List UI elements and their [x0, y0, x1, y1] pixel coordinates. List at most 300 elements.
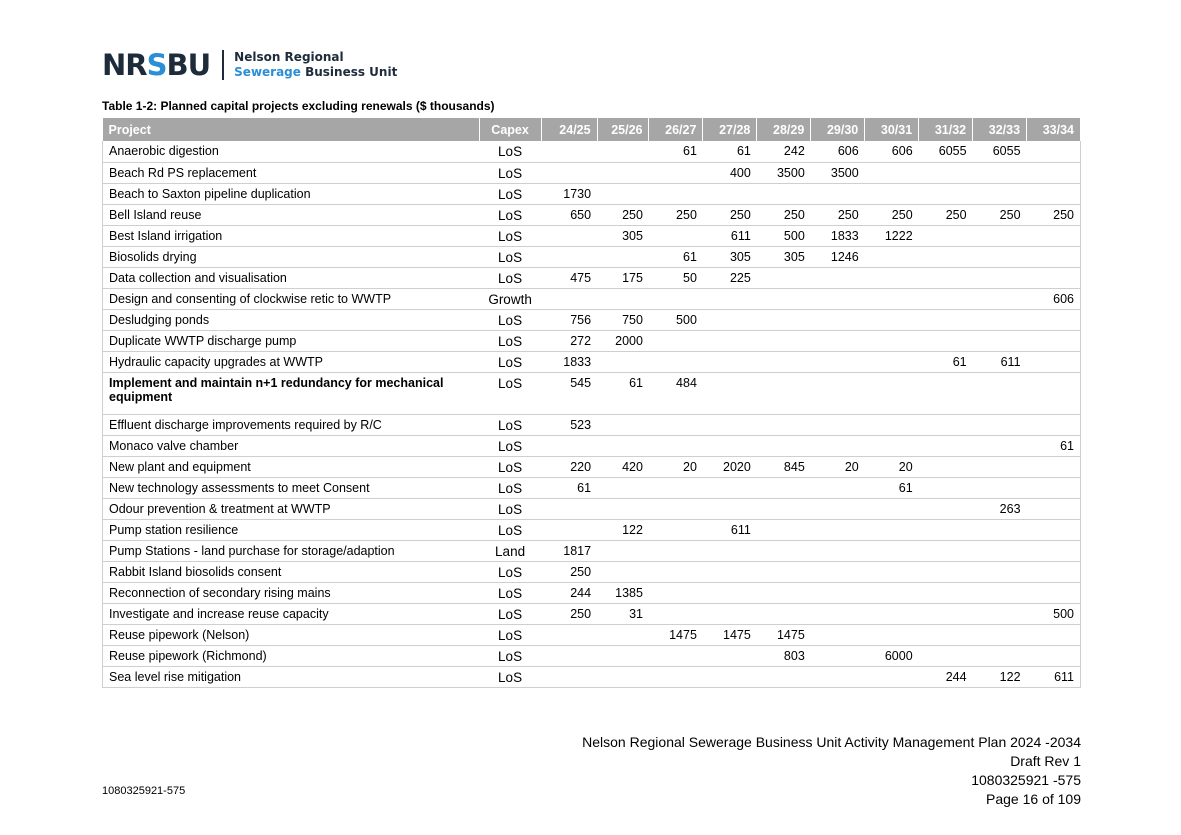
value-cell: 606	[865, 141, 919, 162]
project-name-cell: New technology assessments to meet Consent	[103, 477, 480, 498]
value-cell	[1027, 351, 1081, 372]
value-cell	[649, 162, 703, 183]
value-cell	[811, 414, 865, 435]
project-name-cell: Reuse pipework (Richmond)	[103, 645, 480, 666]
value-cell	[919, 540, 973, 561]
capex-type-cell: LoS	[479, 582, 541, 603]
value-cell	[973, 435, 1027, 456]
value-cell	[973, 246, 1027, 267]
table-row	[103, 162, 1081, 183]
column-header: 30/31	[865, 118, 919, 141]
value-cell: 20	[649, 456, 703, 477]
value-cell	[649, 603, 703, 624]
value-cell	[865, 267, 919, 288]
value-cell	[541, 435, 597, 456]
value-cell: 244	[541, 582, 597, 603]
value-cell	[597, 288, 649, 309]
value-cell: 475	[541, 267, 597, 288]
footer-revision: Draft Rev 1	[1010, 753, 1081, 769]
value-cell	[757, 309, 811, 330]
value-cell	[703, 645, 757, 666]
value-cell: 484	[649, 372, 703, 414]
value-cell	[703, 372, 757, 414]
value-cell	[811, 309, 865, 330]
table-row	[103, 456, 1081, 477]
value-cell	[973, 309, 1027, 330]
value-cell	[865, 372, 919, 414]
value-cell	[865, 582, 919, 603]
value-cell	[703, 561, 757, 582]
value-cell: 225	[703, 267, 757, 288]
capex-type-cell: LoS	[479, 645, 541, 666]
value-cell: 1222	[865, 225, 919, 246]
project-name-cell: Sea level rise mitigation	[103, 666, 480, 687]
value-cell	[1027, 267, 1081, 288]
value-cell	[541, 246, 597, 267]
table-row	[103, 330, 1081, 351]
capex-type-cell: LoS	[479, 456, 541, 477]
value-cell	[649, 561, 703, 582]
value-cell: 611	[703, 519, 757, 540]
table-row	[103, 267, 1081, 288]
value-cell: 750	[597, 309, 649, 330]
value-cell	[757, 666, 811, 687]
logo-divider	[222, 50, 224, 80]
value-cell	[973, 645, 1027, 666]
value-cell	[919, 603, 973, 624]
capital-projects-table	[102, 118, 1081, 688]
value-cell	[811, 330, 865, 351]
value-cell	[919, 498, 973, 519]
value-cell	[597, 540, 649, 561]
value-cell: 1246	[811, 246, 865, 267]
capex-type-cell: LoS	[479, 414, 541, 435]
table-row	[103, 477, 1081, 498]
value-cell: 250	[973, 204, 1027, 225]
value-cell	[649, 498, 703, 519]
value-cell	[865, 162, 919, 183]
table-body	[103, 141, 1081, 687]
value-cell: 606	[1027, 288, 1081, 309]
value-cell: 61	[597, 372, 649, 414]
capex-type-cell: LoS	[479, 666, 541, 687]
value-cell	[757, 477, 811, 498]
value-cell	[757, 540, 811, 561]
value-cell	[865, 624, 919, 645]
value-cell: 1730	[541, 183, 597, 204]
project-name-cell: Implement and maintain n+1 redundancy for mechanical equipment	[103, 372, 480, 414]
project-name-cell: Odour prevention & treatment at WWTP	[103, 498, 480, 519]
capex-type-cell: Growth	[479, 288, 541, 309]
value-cell: 1817	[541, 540, 597, 561]
value-cell	[919, 162, 973, 183]
value-cell	[649, 183, 703, 204]
value-cell	[919, 624, 973, 645]
value-cell: 250	[703, 204, 757, 225]
value-cell	[919, 414, 973, 435]
table-row	[103, 246, 1081, 267]
value-cell: 61	[649, 246, 703, 267]
value-cell	[1027, 477, 1081, 498]
capex-type-cell: LoS	[479, 561, 541, 582]
table-row	[103, 204, 1081, 225]
value-cell	[757, 351, 811, 372]
value-cell	[919, 561, 973, 582]
value-cell	[1027, 645, 1081, 666]
value-cell: 611	[703, 225, 757, 246]
logo-mark-s: S	[146, 48, 167, 82]
value-cell: 611	[1027, 666, 1081, 687]
table-row	[103, 645, 1081, 666]
value-cell	[811, 666, 865, 687]
value-cell: 272	[541, 330, 597, 351]
value-cell	[703, 414, 757, 435]
value-cell	[649, 435, 703, 456]
value-cell	[865, 330, 919, 351]
value-cell: 6055	[973, 141, 1027, 162]
capex-type-cell: LoS	[479, 435, 541, 456]
value-cell	[865, 540, 919, 561]
capex-type-cell: LoS	[479, 372, 541, 414]
value-cell: 61	[1027, 435, 1081, 456]
value-cell	[973, 225, 1027, 246]
project-name-cell: Beach Rd PS replacement	[103, 162, 480, 183]
value-cell: 305	[757, 246, 811, 267]
project-name-cell: Biosolids drying	[103, 246, 480, 267]
column-header: 25/26	[597, 118, 649, 141]
value-cell	[919, 435, 973, 456]
footer-doc-number: 1080325921 -575	[971, 772, 1081, 788]
value-cell	[973, 603, 1027, 624]
project-name-cell: Pump Stations - land purchase for storage/adaption	[103, 540, 480, 561]
value-cell: 1475	[757, 624, 811, 645]
capex-type-cell: LoS	[479, 204, 541, 225]
value-cell: 250	[757, 204, 811, 225]
value-cell	[541, 666, 597, 687]
value-cell: 523	[541, 414, 597, 435]
value-cell	[597, 162, 649, 183]
value-cell	[865, 246, 919, 267]
value-cell: 1833	[811, 225, 865, 246]
table-row	[103, 624, 1081, 645]
value-cell: 175	[597, 267, 649, 288]
value-cell	[973, 561, 1027, 582]
project-name-cell: Data collection and visualisation	[103, 267, 480, 288]
value-cell: 1475	[649, 624, 703, 645]
project-name-cell: Best Island irrigation	[103, 225, 480, 246]
value-cell	[649, 666, 703, 687]
value-cell	[649, 414, 703, 435]
capex-type-cell: LoS	[479, 162, 541, 183]
project-name-cell: Desludging ponds	[103, 309, 480, 330]
value-cell: 606	[811, 141, 865, 162]
capex-type-cell: Land	[479, 540, 541, 561]
value-cell	[757, 603, 811, 624]
project-name-cell: Design and consenting of clockwise retic to WWTP	[103, 288, 480, 309]
value-cell	[597, 183, 649, 204]
value-cell	[703, 582, 757, 603]
value-cell: 242	[757, 141, 811, 162]
value-cell	[649, 582, 703, 603]
value-cell: 20	[865, 456, 919, 477]
value-cell: 845	[757, 456, 811, 477]
value-cell	[865, 351, 919, 372]
value-cell	[649, 351, 703, 372]
value-cell	[1027, 309, 1081, 330]
project-name-cell: Pump station resilience	[103, 519, 480, 540]
value-cell	[973, 477, 1027, 498]
value-cell: 756	[541, 309, 597, 330]
project-name-cell: Bell Island reuse	[103, 204, 480, 225]
logo-text	[234, 50, 397, 80]
capex-type-cell: LoS	[479, 624, 541, 645]
column-header: 29/30	[811, 118, 865, 141]
value-cell	[757, 582, 811, 603]
logo-mark	[102, 48, 210, 82]
table-row	[103, 351, 1081, 372]
value-cell	[811, 477, 865, 498]
value-cell: 250	[811, 204, 865, 225]
value-cell	[973, 162, 1027, 183]
value-cell	[541, 288, 597, 309]
value-cell	[1027, 246, 1081, 267]
project-name-cell: Duplicate WWTP discharge pump	[103, 330, 480, 351]
value-cell	[703, 351, 757, 372]
value-cell	[597, 666, 649, 687]
value-cell	[541, 498, 597, 519]
value-cell	[703, 183, 757, 204]
value-cell	[919, 582, 973, 603]
logo-mark-bu: BU	[166, 48, 211, 82]
value-cell	[703, 498, 757, 519]
capex-type-cell: LoS	[479, 330, 541, 351]
value-cell: 250	[649, 204, 703, 225]
table-row	[103, 582, 1081, 603]
value-cell	[1027, 540, 1081, 561]
value-cell	[757, 372, 811, 414]
value-cell	[919, 309, 973, 330]
value-cell	[865, 519, 919, 540]
value-cell: 305	[597, 225, 649, 246]
value-cell	[1027, 225, 1081, 246]
value-cell	[703, 603, 757, 624]
value-cell: 61	[919, 351, 973, 372]
project-name-cell: Monaco valve chamber	[103, 435, 480, 456]
value-cell: 3500	[811, 162, 865, 183]
value-cell	[757, 267, 811, 288]
value-cell	[811, 645, 865, 666]
logo-line1: Nelson Regional	[234, 50, 344, 64]
value-cell: 6000	[865, 645, 919, 666]
value-cell: 650	[541, 204, 597, 225]
column-header: 32/33	[973, 118, 1027, 141]
table-row	[103, 414, 1081, 435]
value-cell	[919, 519, 973, 540]
value-cell	[811, 498, 865, 519]
value-cell	[703, 540, 757, 561]
value-cell	[919, 225, 973, 246]
value-cell: 20	[811, 456, 865, 477]
capex-type-cell: LoS	[479, 225, 541, 246]
value-cell	[1027, 498, 1081, 519]
table-header-row	[103, 118, 1081, 141]
value-cell	[973, 372, 1027, 414]
value-cell	[757, 330, 811, 351]
value-cell	[811, 519, 865, 540]
value-cell	[703, 309, 757, 330]
value-cell	[541, 225, 597, 246]
project-name-cell: Rabbit Island biosolids consent	[103, 561, 480, 582]
value-cell	[649, 645, 703, 666]
table-row	[103, 225, 1081, 246]
value-cell	[541, 519, 597, 540]
value-cell	[597, 561, 649, 582]
value-cell	[597, 351, 649, 372]
project-name-cell: Anaerobic digestion	[103, 141, 480, 162]
value-cell	[541, 141, 597, 162]
value-cell: 6055	[919, 141, 973, 162]
value-cell	[973, 288, 1027, 309]
value-cell	[919, 267, 973, 288]
value-cell: 250	[597, 204, 649, 225]
value-cell: 3500	[757, 162, 811, 183]
project-name-cell: Effluent discharge improvements required by R/C	[103, 414, 480, 435]
value-cell	[919, 183, 973, 204]
capex-type-cell: LoS	[479, 267, 541, 288]
value-cell	[597, 246, 649, 267]
project-name-cell: Reuse pipework (Nelson)	[103, 624, 480, 645]
project-name-cell: Investigate and increase reuse capacity	[103, 603, 480, 624]
value-cell: 1833	[541, 351, 597, 372]
footer-page-number: Page 16 of 109	[986, 791, 1081, 807]
page-footer	[582, 733, 1081, 809]
capex-type-cell: LoS	[479, 141, 541, 162]
value-cell	[757, 561, 811, 582]
table-row	[103, 288, 1081, 309]
table-row	[103, 309, 1081, 330]
nrsbu-logo	[102, 48, 397, 82]
value-cell	[811, 582, 865, 603]
value-cell	[1027, 183, 1081, 204]
value-cell	[597, 624, 649, 645]
value-cell	[597, 414, 649, 435]
table-row	[103, 540, 1081, 561]
value-cell	[541, 645, 597, 666]
table-caption: Table 1-2: Planned capital projects excluding renewals ($ thousands)	[102, 99, 495, 113]
column-header: 31/32	[919, 118, 973, 141]
value-cell	[811, 603, 865, 624]
value-cell	[649, 477, 703, 498]
value-cell	[865, 309, 919, 330]
value-cell	[703, 288, 757, 309]
value-cell: 611	[973, 351, 1027, 372]
table-row	[103, 498, 1081, 519]
column-header: 33/34	[1027, 118, 1081, 141]
capex-type-cell: LoS	[479, 603, 541, 624]
project-name-cell: New plant and equipment	[103, 456, 480, 477]
value-cell	[919, 246, 973, 267]
value-cell	[757, 498, 811, 519]
value-cell	[1027, 456, 1081, 477]
table-row	[103, 183, 1081, 204]
value-cell: 2020	[703, 456, 757, 477]
value-cell	[811, 372, 865, 414]
value-cell	[1027, 582, 1081, 603]
value-cell	[1027, 624, 1081, 645]
value-cell: 250	[541, 603, 597, 624]
project-name-cell: Beach to Saxton pipeline duplication	[103, 183, 480, 204]
value-cell	[811, 561, 865, 582]
value-cell	[919, 372, 973, 414]
value-cell: 244	[919, 666, 973, 687]
column-header: Project	[103, 118, 480, 141]
value-cell	[973, 330, 1027, 351]
table-row	[103, 519, 1081, 540]
value-cell	[703, 330, 757, 351]
logo-line2-rest: Business Unit	[300, 65, 398, 79]
value-cell	[865, 666, 919, 687]
value-cell: 122	[973, 666, 1027, 687]
value-cell	[865, 435, 919, 456]
value-cell	[1027, 561, 1081, 582]
value-cell	[757, 183, 811, 204]
value-cell	[597, 477, 649, 498]
table-row	[103, 141, 1081, 162]
value-cell	[649, 330, 703, 351]
value-cell	[649, 540, 703, 561]
value-cell	[865, 498, 919, 519]
capex-type-cell: LoS	[479, 183, 541, 204]
table-row	[103, 666, 1081, 687]
logo-line2-sewerage: Sewerage	[234, 65, 301, 79]
project-name-cell: Hydraulic capacity upgrades at WWTP	[103, 351, 480, 372]
value-cell	[1027, 141, 1081, 162]
column-header: 26/27	[649, 118, 703, 141]
value-cell	[973, 582, 1027, 603]
footer-plan-title: Nelson Regional Sewerage Business Unit Activity Management Plan 2024 -2034	[582, 734, 1081, 750]
value-cell: 61	[865, 477, 919, 498]
value-cell	[703, 666, 757, 687]
value-cell: 61	[649, 141, 703, 162]
value-cell	[597, 498, 649, 519]
table-row	[103, 561, 1081, 582]
table-row	[103, 435, 1081, 456]
column-header: 24/25	[541, 118, 597, 141]
value-cell	[973, 456, 1027, 477]
capex-type-cell: LoS	[479, 477, 541, 498]
value-cell	[973, 267, 1027, 288]
value-cell: 220	[541, 456, 597, 477]
logo-line2	[234, 65, 397, 80]
value-cell: 50	[649, 267, 703, 288]
value-cell	[757, 288, 811, 309]
value-cell	[597, 645, 649, 666]
capex-type-cell: LoS	[479, 309, 541, 330]
value-cell	[1027, 414, 1081, 435]
value-cell: 803	[757, 645, 811, 666]
value-cell	[973, 183, 1027, 204]
column-header: 27/28	[703, 118, 757, 141]
value-cell: 500	[1027, 603, 1081, 624]
value-cell	[757, 435, 811, 456]
value-cell	[811, 624, 865, 645]
value-cell	[973, 414, 1027, 435]
table-row	[103, 603, 1081, 624]
value-cell	[865, 414, 919, 435]
value-cell: 250	[865, 204, 919, 225]
project-name-cell: Reconnection of secondary rising mains	[103, 582, 480, 603]
value-cell: 2000	[597, 330, 649, 351]
